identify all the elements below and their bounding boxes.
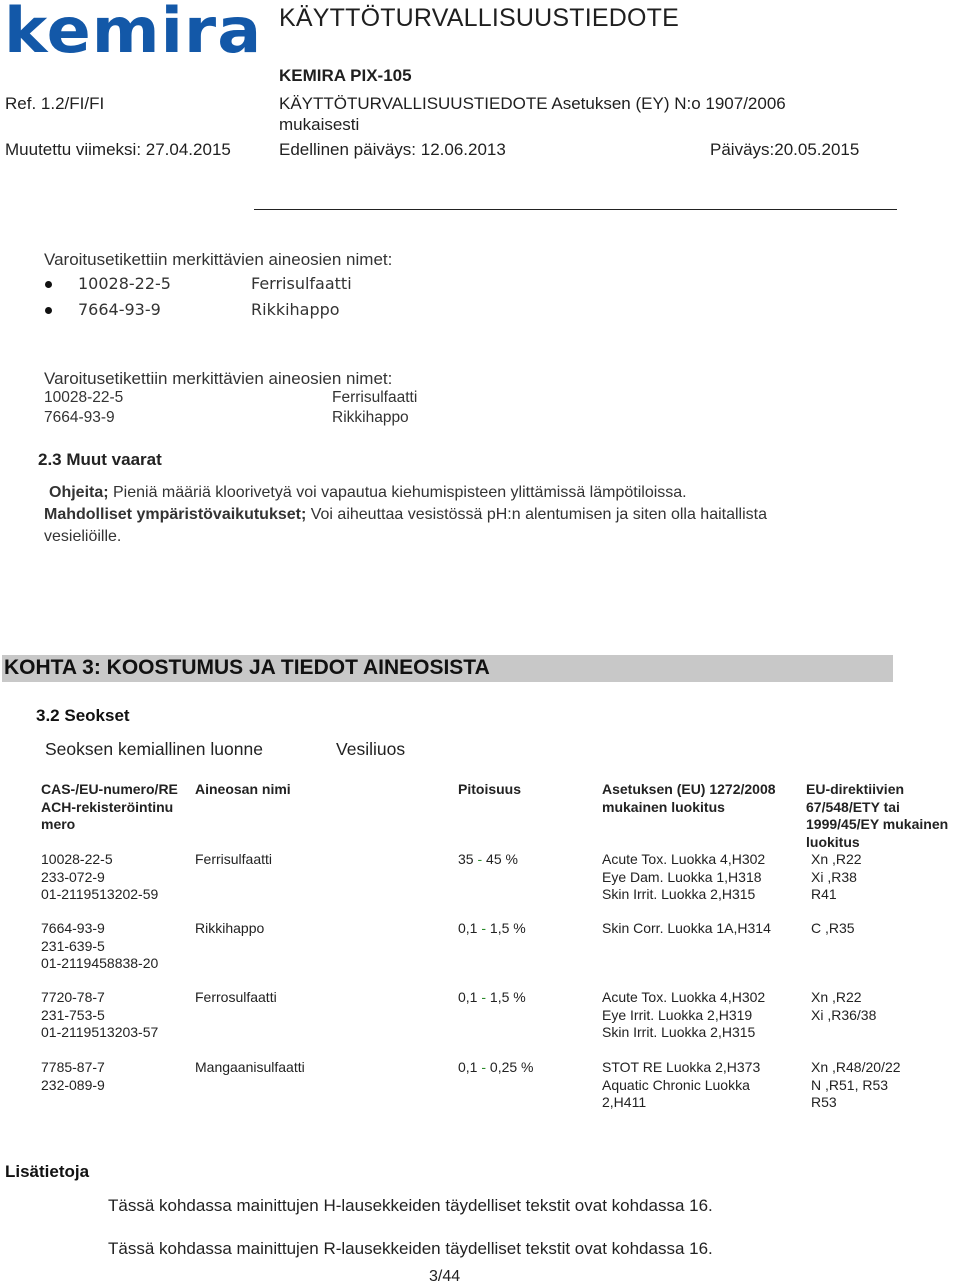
labels-heading-1: Varoitusetikettiin merkittävien aineosien nimet:	[44, 250, 393, 269]
clp-line: Eye Irrit. Luokka 2,H319	[602, 1006, 753, 1023]
table-row	[41, 851, 158, 904]
section-3-title: KOHTA 3: KOOSTUMUS JA TIEDOT AINEOSISTA	[4, 656, 490, 679]
concentration-from: 0,1	[458, 989, 478, 1005]
dsd-line: Xi ,R36/38	[811, 1006, 877, 1023]
modified-date: Muutettu viimeksi: 27.04.2015	[5, 140, 231, 159]
clp-line: STOT RE Luokka 2,H373	[602, 1059, 761, 1075]
concentration: 35 - 45 %	[458, 851, 518, 867]
reach-number: 01-2119513202-59	[41, 886, 159, 902]
table-row	[41, 989, 158, 1042]
dsd-classification	[811, 989, 876, 1024]
page-number: 3/44	[429, 1268, 461, 1285]
previous-date: Edellinen päiväys: 12.06.2013	[279, 140, 506, 159]
mixtures-heading: 3.2 Seokset	[36, 706, 130, 725]
product-name: KEMIRA PIX-105	[279, 66, 412, 85]
label-name-2b: Rikkihappo	[332, 409, 409, 426]
env-label: Mahdolliset ympäristövaikutukset;	[44, 506, 307, 523]
clp-classification	[602, 989, 765, 1042]
cas-number: 7664-93-9	[41, 920, 105, 936]
dsd-line: Xn ,R22	[811, 851, 862, 867]
label-name-1: Ferrisulfaatti	[251, 274, 352, 293]
other-hazards-heading: 2.3 Muut vaarat	[38, 450, 162, 469]
label-cas-1: 10028-22-5	[78, 274, 171, 293]
dsd-line: Xn ,R22	[811, 989, 862, 1005]
env-text-continued: vesieliöille.	[44, 528, 122, 545]
dsd-line: R53	[811, 1094, 837, 1110]
document-title: KÄYTTÖTURVALLISUUSTIEDOTE	[279, 4, 679, 32]
substance-name: Ferrisulfaatti	[195, 851, 273, 867]
col-header-concentration: Pitoisuus	[458, 781, 522, 797]
clp-line: Aquatic Chronic Luokka	[602, 1076, 750, 1093]
concentration-to: 1,5 %	[489, 920, 526, 936]
regulation-line-1: KÄYTTÖTURVALLISUUSTIEDOTE Asetuksen (EY) N:o 1907/2006	[279, 94, 786, 113]
reach-number: 01-2119458838-20	[41, 955, 159, 971]
clp-classification	[602, 851, 765, 904]
reach-number: 01-2119513203-57	[41, 1024, 159, 1040]
ec-number: 231-639-5	[41, 937, 105, 954]
cas-number: 10028-22-5	[41, 851, 113, 867]
ec-number: 232-089-9	[41, 1076, 105, 1093]
col-header-name: Aineosan nimi	[195, 781, 291, 797]
substance-name: Mangaanisulfaatti	[195, 1059, 305, 1075]
bullet-icon	[45, 307, 52, 314]
substance-name: Ferrosulfaatti	[195, 989, 277, 1005]
clp-classification	[602, 920, 771, 938]
env-paragraph	[44, 506, 767, 524]
concentration-from: 0,1	[458, 920, 478, 936]
concentration: 0,1 - 0,25 %	[458, 1059, 534, 1075]
clp-line: Acute Tox. Luokka 4,H302	[602, 989, 766, 1005]
clp-line: Eye Dam. Luokka 1,H318	[602, 868, 762, 885]
label-cas-2: 7664-93-9	[78, 300, 161, 319]
clp-line: Acute Tox. Luokka 4,H302	[602, 851, 766, 867]
concentration: 0,1 - 1,5 %	[458, 920, 526, 936]
dsd-classification	[811, 851, 862, 904]
cas-number: 7720-78-7	[41, 989, 105, 1005]
dsd-classification	[811, 920, 855, 938]
header-divider	[254, 209, 897, 210]
advice-text: Pieniä määriä kloorivetyä voi vapautua kiehumispisteen ylittämissä lämpötiloissa.	[108, 484, 687, 501]
table-row	[41, 920, 158, 973]
regulation-line-2: mukaisesti	[279, 115, 360, 134]
clp-line: Skin Irrit. Luokka 2,H315	[602, 1024, 756, 1040]
clp-line: Skin Corr. Luokka 1A,H314	[602, 920, 771, 936]
dsd-line: R41	[811, 886, 837, 902]
chemical-nature-value: Vesiliuos	[336, 739, 406, 759]
label-cas-2b: 7664-93-9	[44, 409, 115, 426]
table-row	[41, 1059, 105, 1094]
label-name-2: Rikkihappo	[251, 300, 340, 319]
reference: Ref. 1.2/FI/FI	[5, 94, 105, 113]
substance-name: Rikkihappo	[195, 920, 265, 936]
col-header-clp: Asetuksen (EU) 1272/2008 mukainen luokitus	[602, 781, 776, 815]
ec-number: 233-072-9	[41, 868, 105, 885]
cas-number: 7785-87-7	[41, 1059, 105, 1075]
advice-label: Ohjeita;	[49, 484, 109, 501]
ec-number: 231-753-5	[41, 1006, 105, 1023]
additional-info-heading: Lisätietoja	[5, 1162, 90, 1181]
labels-heading-2: Varoitusetikettiin merkittävien aineosien nimet:	[44, 369, 393, 388]
chemical-nature-label: Seoksen kemiallinen luonne	[45, 739, 263, 759]
env-text: Voi aiheuttaa vesistössä pH:n alentumisen ja siten olla haitallista	[306, 506, 768, 523]
r-statements-note: Tässä kohdassa mainittujen R-lausekkeiden täydelliset tekstit ovat kohdassa 16.	[108, 1239, 713, 1258]
clp-line: Skin Irrit. Luokka 2,H315	[602, 886, 756, 902]
concentration-to: 0,25 %	[489, 1059, 534, 1075]
concentration-from: 0,1	[458, 1059, 478, 1075]
dsd-line: Xi ,R38	[811, 868, 857, 885]
kemira-logo: kemira	[4, 0, 263, 67]
clp-classification	[602, 1059, 760, 1112]
dsd-line: C ,R35	[811, 920, 855, 936]
concentration-from: 35	[458, 851, 474, 867]
label-cas-1b: 10028-22-5	[44, 389, 124, 406]
clp-line: 2,H411	[602, 1094, 647, 1110]
h-statements-note: Tässä kohdassa mainittujen H-lausekkeiden täydelliset tekstit ovat kohdassa 16.	[108, 1196, 713, 1215]
dsd-line: Xn ,R48/20/22	[811, 1059, 901, 1075]
bullet-icon	[45, 281, 52, 288]
concentration-to: 1,5 %	[489, 989, 526, 1005]
issue-date: Päiväys:20.05.2015	[710, 140, 860, 159]
concentration-to: 45 %	[486, 851, 518, 867]
advice-paragraph	[49, 484, 687, 502]
dsd-line: N ,R51, R53	[811, 1076, 889, 1093]
col-header-cas: CAS-/EU-numero/REACH-rekisteröintinumero	[41, 781, 178, 832]
dsd-classification	[811, 1059, 901, 1112]
col-header-dsd: EU-direktiivien 67/548/ETY tai 1999/45/EY mukainen luokitus	[806, 781, 949, 850]
label-name-1b: Ferrisulfaatti	[332, 389, 418, 406]
concentration: 0,1 - 1,5 %	[458, 989, 526, 1005]
